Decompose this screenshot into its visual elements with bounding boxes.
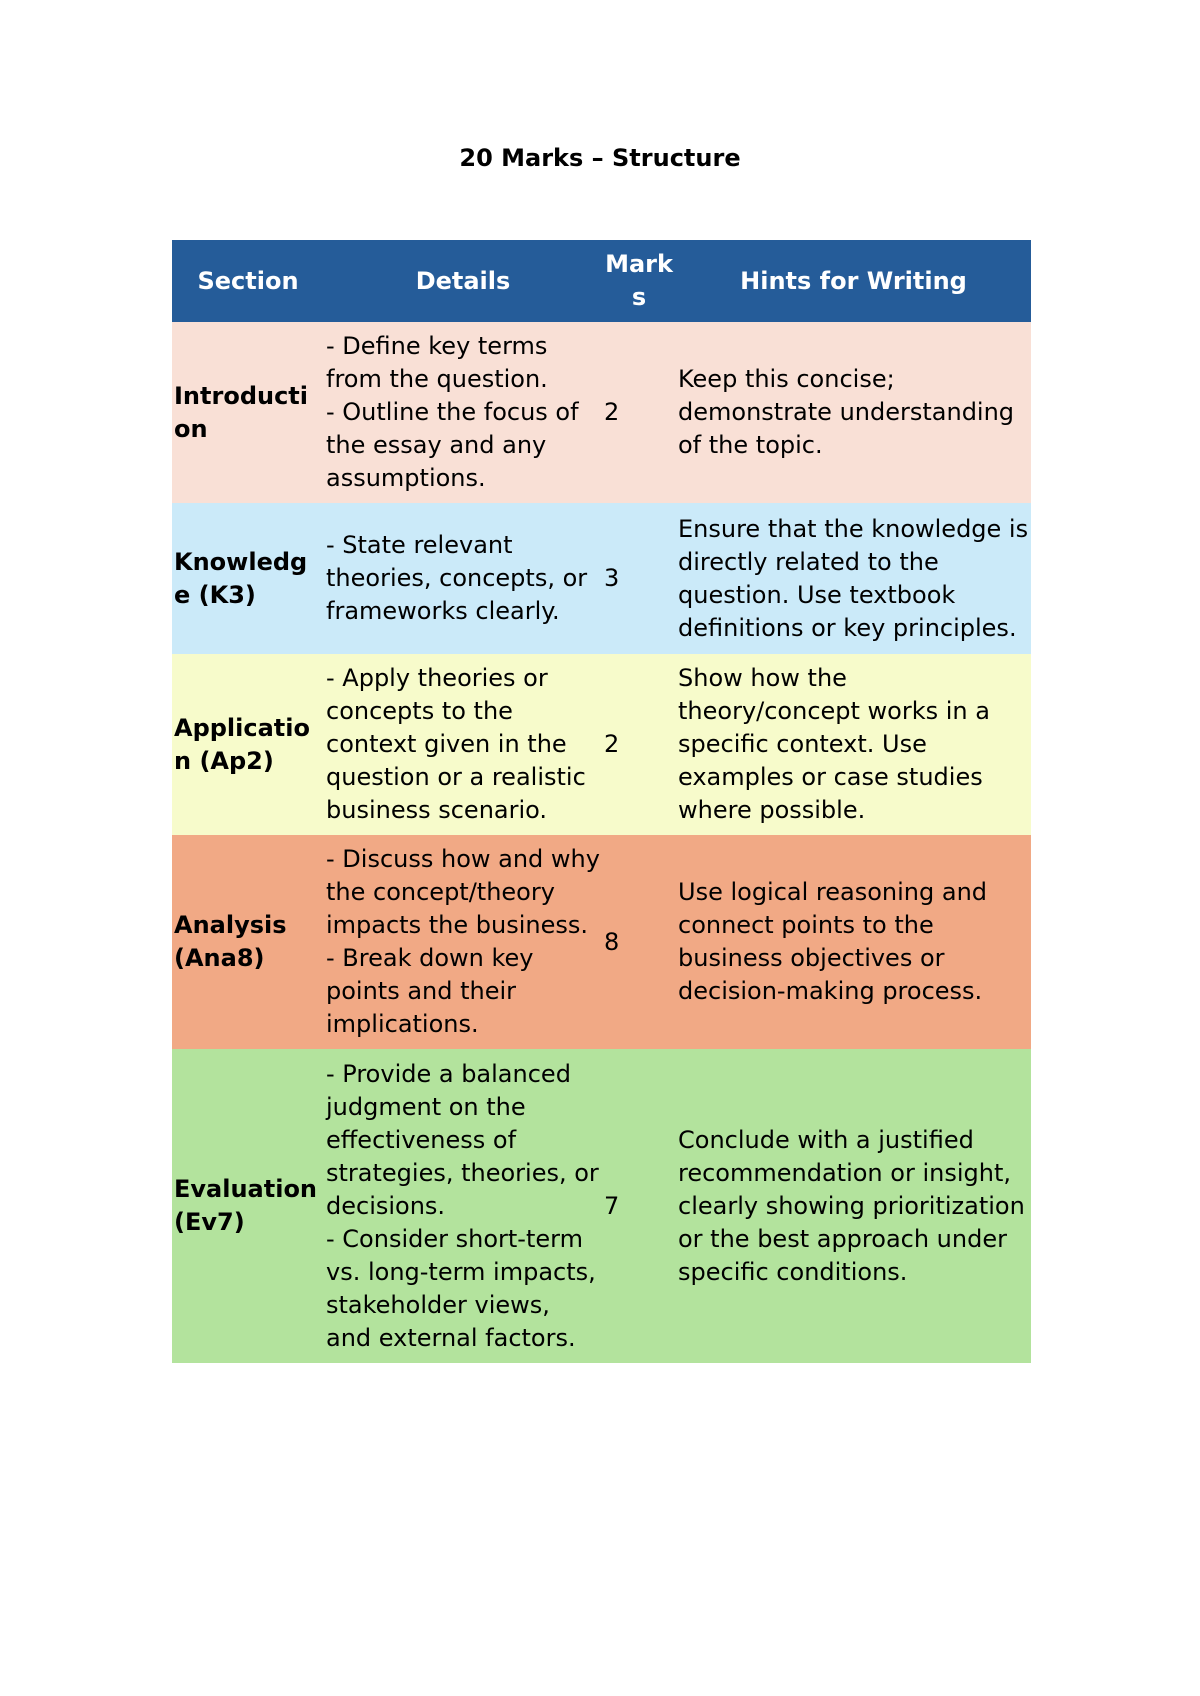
hints-cell: Show how the theory/concept works in a specific context. Use examples or case studies where possible.: [678, 664, 990, 824]
table-body: [172, 322, 1031, 1363]
marks-cell: 3: [604, 564, 620, 592]
section-cell: Evaluation (Ev7): [174, 1175, 318, 1236]
marks-cell: 8: [604, 927, 620, 956]
table-row-analysis: [172, 835, 1031, 1049]
header-marks: Marks: [602, 240, 676, 322]
marks-cell: 2: [604, 730, 620, 758]
marks-cell: 7: [604, 1191, 620, 1220]
table-row-introduction: [172, 322, 1031, 503]
details-cell: - Define key terms from the question. - Outline the focus of the essay and any assumptions.: [326, 332, 579, 492]
header-hints: Hints for Writing: [676, 240, 1031, 322]
details-cell: - State relevant theories, concepts, or frameworks clearly.: [326, 531, 588, 625]
marks-cell: 2: [604, 398, 620, 426]
table-header: [172, 240, 1031, 322]
details-cell: - Provide a balanced judgment on the effectiveness of strategies, theories, or decisions. - Consider short-term vs. long-term impacts, stakeholder views, and external factors.: [326, 1059, 599, 1352]
hints-cell: Ensure that the knowledge is directly related to the question. Use textbook definitions or key principles.: [678, 514, 1029, 642]
details-cell: - Apply theories or concepts to the context given in the question or a realistic business scenario.: [326, 664, 586, 824]
section-cell: Application (Ap2): [174, 713, 310, 775]
hints-cell: Conclude with a justified recommendation or insight, clearly showing prioritization or the best approach under specific conditions.: [678, 1125, 1025, 1286]
section-cell: Knowledge (K3): [174, 547, 308, 609]
header-section: Section: [172, 240, 324, 322]
header-details: Details: [324, 240, 602, 322]
table-row-evaluation: [172, 1049, 1031, 1363]
header-row: [172, 240, 1031, 322]
page-title: 20 Marks – Structure: [459, 144, 741, 172]
details-cell: - Discuss how and why the concept/theory impacts the business. - Break down key points and their implications.: [326, 845, 600, 1038]
section-cell: Introduction: [174, 381, 309, 443]
hints-cell: Use logical reasoning and connect points to the business objectives or decision-making process.: [678, 878, 988, 1005]
table-row-knowledge: [172, 503, 1031, 654]
table-row-application: [172, 654, 1031, 835]
hints-cell: Keep this concise; demonstrate understanding of the topic.: [678, 365, 1015, 459]
marks-structure-table: [172, 240, 1031, 1363]
section-cell: Analysis (Ana8): [174, 911, 287, 972]
